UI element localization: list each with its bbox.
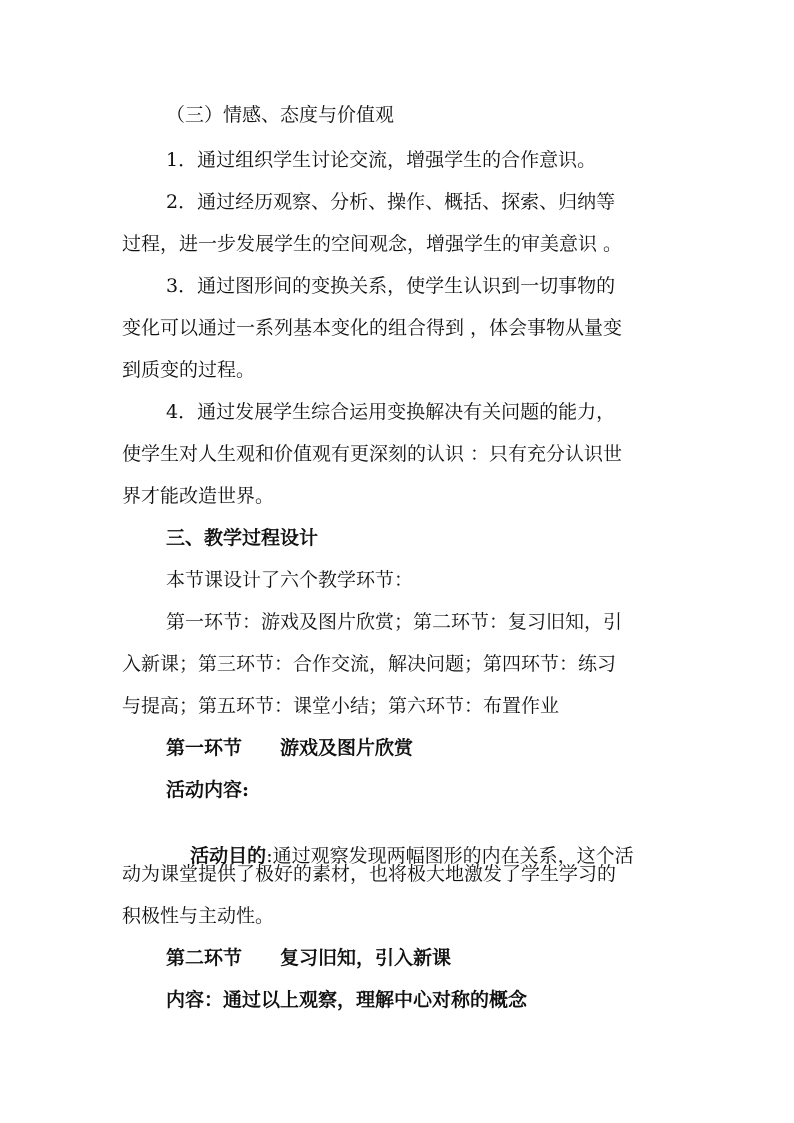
paragraph-line: 1．通过组织学生讨论交流，增强学生的合作意识。 (166, 149, 597, 171)
activity-purpose-label: 活动目的 (190, 845, 267, 867)
activity-content-label: 活动内容: (166, 779, 250, 801)
paragraph-line: 到质变的过程。 (122, 359, 256, 381)
paragraph-line: 过程，进一步发展学生的空间观念，增强学生的审美意识 。 (122, 233, 623, 255)
paragraph-line: 4．通过发展学生综合运用变换解决有关问题的能力， (166, 401, 616, 423)
paragraph-line: 3．通过图形间的变换关系，使学生认识到一切事物的 (166, 275, 616, 297)
heading-affect-attitude-values: （三）情感、态度与价值观 (166, 104, 395, 126)
stage-two-heading: 第二环节 复习旧知，引入新课 (166, 947, 452, 969)
stage-one-heading: 第一环节 游戏及图片欣赏 (166, 737, 414, 759)
content-line: 内容：通过以上观察，理解中心对称的概念 (166, 989, 528, 1011)
paragraph-line: 入新课；第三环节：合作交流，解决问题；第四环节：练习 (122, 653, 617, 675)
paragraph-line: 积极性与主动性。 (122, 905, 275, 927)
paragraph-line: 本节课设计了六个教学环节： (166, 569, 414, 591)
activity-purpose-text: :通过观察发现两幅图形的内在关系，这个活 (266, 845, 634, 867)
paragraph-line: 动为课堂提供了极好的素材，也将极大地激发了学生学习的 (122, 863, 617, 885)
paragraph-line: 使学生对人生观和价值观有更深刻的认识 ：只有充分认识世 (122, 443, 623, 465)
paragraph-line: 变化可以通过一系列基本变化的组合得到 ，体会事物从量变 (122, 317, 623, 339)
paragraph-line: 2．通过经历观察、分析、操作、概括、探索、归纳等 (166, 191, 616, 213)
section-heading: 三、教学过程设计 (166, 527, 319, 549)
paragraph-line: 界才能改造世界。 (122, 485, 275, 507)
paragraph-line: 第一环节：游戏及图片欣赏；第二环节：复习旧知，引 (166, 611, 623, 633)
paragraph-line: 与提高；第五环节：课堂小结；第六环节：布置作业 (122, 695, 560, 717)
